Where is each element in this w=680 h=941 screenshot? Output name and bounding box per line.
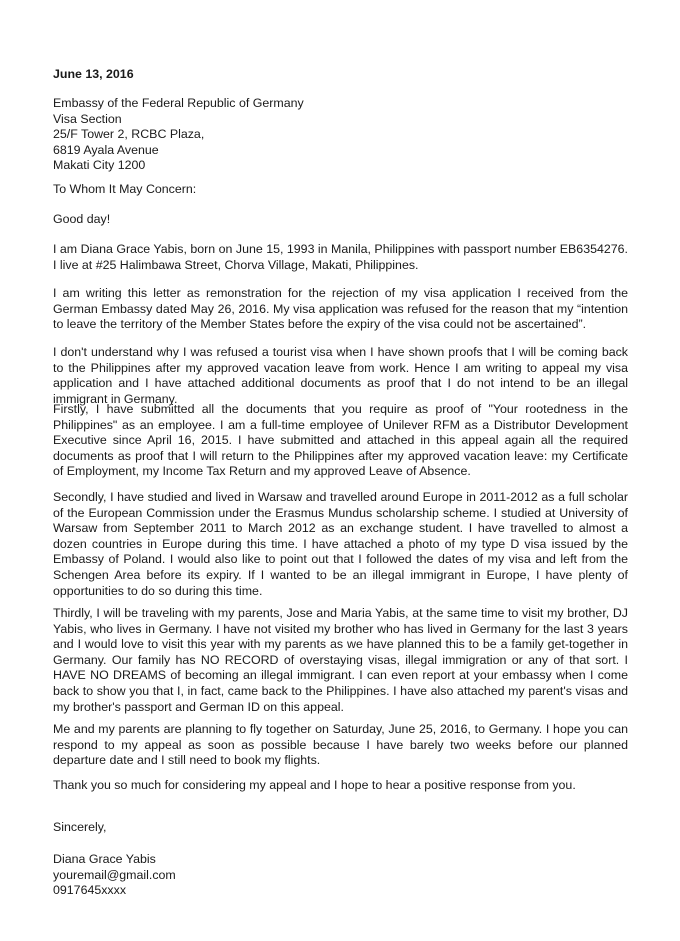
paragraph-travel-history: Secondly, I have studied and lived in Warsaw and travelled around Europe in 2011-2012 as a full scholar of the European Commission under the Erasmus Mundus scholarship scheme. I studied at University of Warsaw from September 2011 to March 2012 as an exchange student. I have travelled to almost a dozen countries in Europe during this time. I have attached a photo of my type D visa issued by the Embassy of Poland. I would also like to point out that I followed the dates of my visa and left from the Schengen Area before its expiry. If I wanted to be an illegal immigrant in Europe, I have plenty of opportunities to do so during this time. bbox=[53, 490, 628, 598]
letter-date: June 13, 2016 bbox=[53, 67, 134, 81]
closing: Sincerely, bbox=[53, 820, 107, 834]
paragraph-purpose: I am writing this letter as remonstration for the rejection of my visa application I received from the German Embassy dated May 26, 2016. My visa application was refused for the reason that my “intention to leave the territory of the Member States before the expiry of the visa could not be ascertained”. bbox=[53, 286, 628, 332]
salutation: To Whom It May Concern: bbox=[53, 182, 197, 196]
signature-name: Diana Grace Yabis bbox=[53, 852, 156, 866]
recipient-line: Visa Section bbox=[53, 111, 122, 126]
paragraph-appeal: I don't understand why I was refused a tourist visa when I have shown proofs that I will be coming back to the Philippines after my approved vacation leave from work. Hence I am writing to appeal my visa application and I have attached additional documents as proof that I do not intend to be an illegal immigrant in Germany. bbox=[53, 345, 628, 406]
signature-block bbox=[53, 852, 628, 899]
recipient-line: 25/F Tower 2, RCBC Plaza, bbox=[53, 127, 205, 142]
signature-email: youremail@gmail.com bbox=[53, 867, 176, 882]
paragraph-schedule: Me and my parents are planning to fly together on Saturday, June 25, 2016, to Germany. I hope you can respond to my appeal as soon as possible because I have barely two weeks before our planned departure date and I still need to book my flights. bbox=[53, 722, 628, 768]
recipient-line: Embassy of the Federal Republic of Germany bbox=[53, 96, 304, 110]
greeting: Good day! bbox=[53, 212, 111, 226]
signature-phone: 0917645xxxx bbox=[53, 883, 127, 898]
paragraph-employment: Firstly, I have submitted all the documents that you require as proof of "Your rootedness in the Philippines" as an employee. I am a full-time employee of Unilever RFM as a Distributor Development Executive since April 16, 2015. I have submitted and attached in this appeal again all the required documents as proof that I will return to the Philippines after my approved vacation leave: my Certificate of Employment, my Income Tax Return and my approved Leave of Absence. bbox=[53, 402, 628, 479]
paragraph-thanks: Thank you so much for considering my appeal and I hope to hear a positive response from you. bbox=[53, 778, 576, 792]
paragraph-family: Thirdly, I will be traveling with my parents, Jose and Maria Yabis, at the same time to visit my brother, DJ Yabis, who lives in Germany. I have not visited my brother who has lived in Germany for the last 3 years and I would love to visit this year with my parents as we have planned this to be a family get-together in Germany. Our family has NO RECORD of overstaying visas, illegal immigration or any of that sort. I HAVE NO DREAMS of becoming an illegal immigrant. I can even report at your embassy when I come back to show you that I, in fact, came back to the Philippines. I have also attached my parent's visas and my brother's passport and German ID on this appeal. bbox=[53, 606, 628, 714]
recipient-address bbox=[53, 96, 628, 174]
recipient-line: 6819 Ayala Avenue bbox=[53, 142, 159, 157]
recipient-line: Makati City 1200 bbox=[53, 158, 146, 173]
paragraph-introduction: I am Diana Grace Yabis, born on June 15, 1993 in Manila, Philippines with passport number EB6354276. I live at #25 Halimbawa Street, Chorva Village, Makati, Philippines. bbox=[53, 242, 628, 272]
